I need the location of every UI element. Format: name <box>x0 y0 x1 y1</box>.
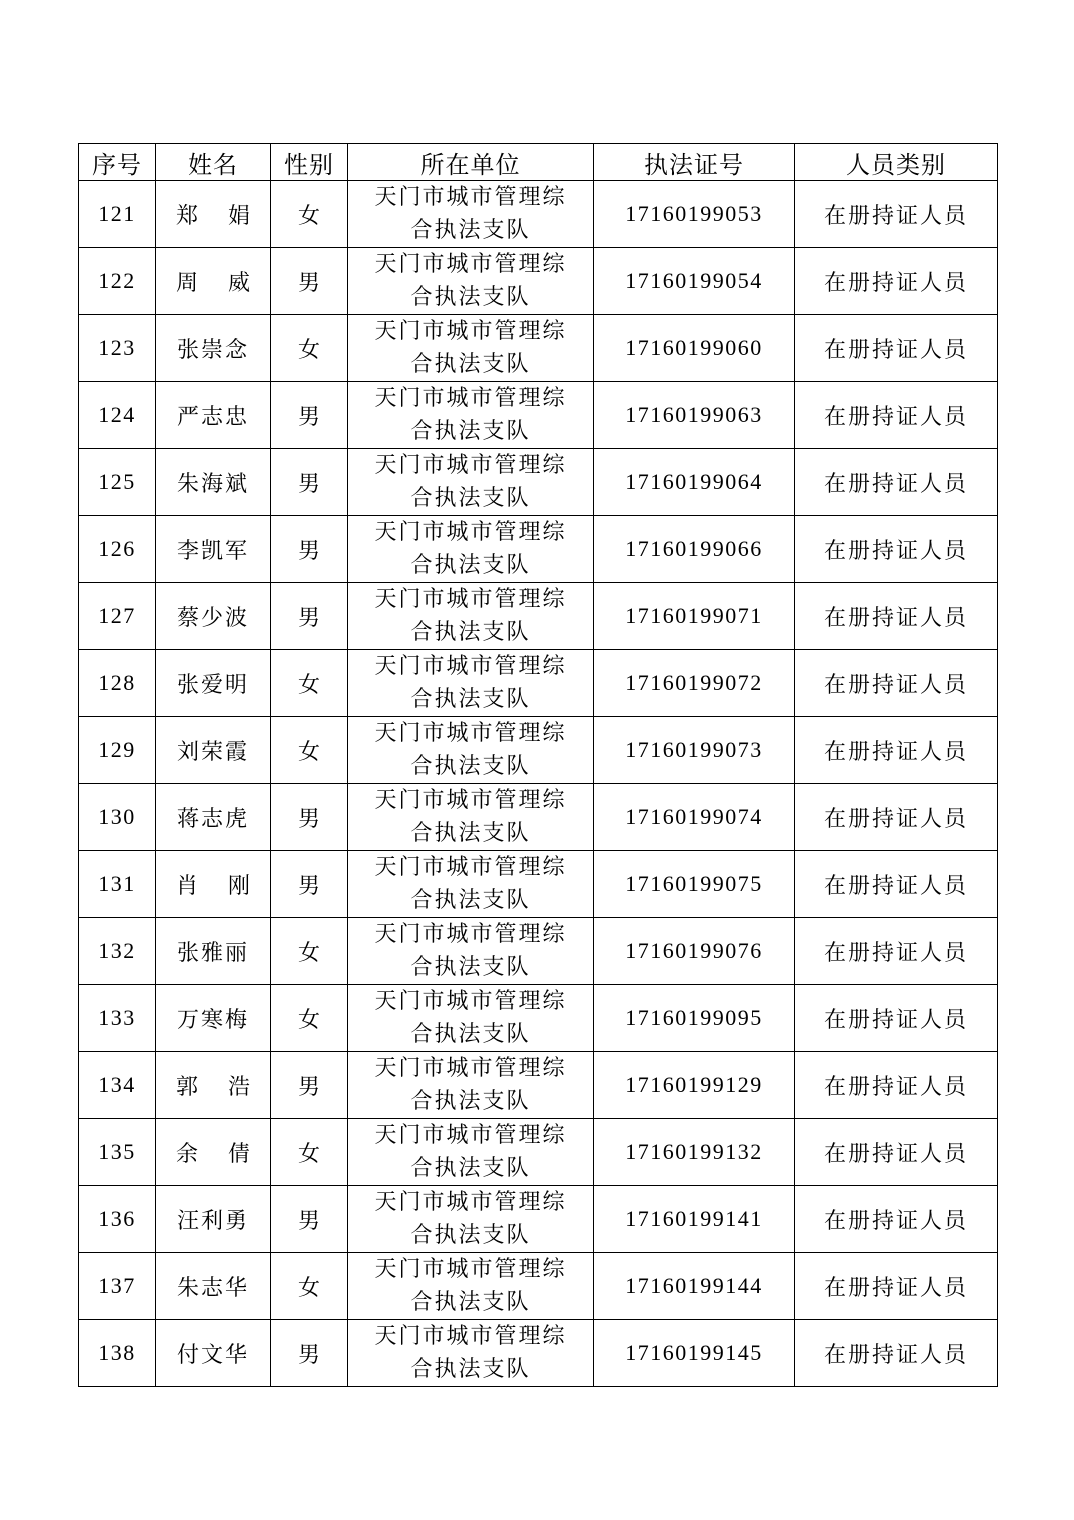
person-name: 刘荣霞 <box>176 739 249 765</box>
cell-certificate-number: 17160199144 <box>594 1253 795 1320</box>
cell-certificate-number: 17160199054 <box>594 248 795 315</box>
unit-line-1: 天门市城市管理综 <box>374 453 567 478</box>
unit-line-2: 合执法支队 <box>410 553 531 578</box>
cell-personnel-category: 在册持证人员 <box>795 516 998 583</box>
cell-certificate-number: 17160199141 <box>594 1186 795 1253</box>
cell-name <box>156 1119 271 1186</box>
person-name: 张雅丽 <box>176 940 249 966</box>
unit-line-1: 天门市城市管理综 <box>374 520 567 545</box>
unit-line-2: 合执法支队 <box>410 888 531 913</box>
table-row <box>79 449 998 516</box>
cell-gender: 男 <box>271 248 348 315</box>
unit-line-1: 天门市城市管理综 <box>374 386 567 411</box>
table-header <box>79 144 998 181</box>
cell-name <box>156 1052 271 1119</box>
header-unit: 所在单位 <box>348 144 594 181</box>
person-name: 余 倩 <box>176 1141 250 1167</box>
cell-certificate-number: 17160199064 <box>594 449 795 516</box>
cell-serial-number: 128 <box>79 650 156 717</box>
cell-certificate-number: 17160199060 <box>594 315 795 382</box>
cell-name <box>156 315 271 382</box>
cell-name <box>156 449 271 516</box>
cell-personnel-category: 在册持证人员 <box>795 315 998 382</box>
unit-line-2: 合执法支队 <box>410 419 531 444</box>
cell-unit <box>348 516 594 583</box>
person-name: 付文华 <box>176 1342 249 1368</box>
cell-personnel-category: 在册持证人员 <box>795 1253 998 1320</box>
cell-personnel-category: 在册持证人员 <box>795 650 998 717</box>
cell-name <box>156 583 271 650</box>
cell-gender: 女 <box>271 650 348 717</box>
cell-unit <box>348 248 594 315</box>
cell-certificate-number: 17160199063 <box>594 382 795 449</box>
unit-line-1: 天门市城市管理综 <box>374 1190 567 1215</box>
cell-name <box>156 1186 271 1253</box>
cell-personnel-category: 在册持证人员 <box>795 1052 998 1119</box>
cell-name <box>156 985 271 1052</box>
table-row <box>79 650 998 717</box>
personnel-table <box>78 143 998 1387</box>
cell-certificate-number: 17160199095 <box>594 985 795 1052</box>
unit-line-1: 天门市城市管理综 <box>374 855 567 880</box>
cell-unit <box>348 784 594 851</box>
cell-gender: 男 <box>271 449 348 516</box>
cell-personnel-category: 在册持证人员 <box>795 583 998 650</box>
unit-line-1: 天门市城市管理综 <box>374 252 567 277</box>
unit-line-2: 合执法支队 <box>410 1223 531 1248</box>
cell-name <box>156 382 271 449</box>
cell-serial-number: 124 <box>79 382 156 449</box>
table-row <box>79 315 998 382</box>
cell-certificate-number: 17160199076 <box>594 918 795 985</box>
cell-gender: 女 <box>271 1119 348 1186</box>
unit-line-2: 合执法支队 <box>410 1290 531 1315</box>
cell-unit <box>348 851 594 918</box>
person-name: 郑 娟 <box>176 203 250 229</box>
cell-name <box>156 516 271 583</box>
cell-serial-number: 137 <box>79 1253 156 1320</box>
cell-name <box>156 851 271 918</box>
cell-serial-number: 135 <box>79 1119 156 1186</box>
person-name: 朱志华 <box>176 1275 249 1301</box>
cell-serial-number: 130 <box>79 784 156 851</box>
person-name: 郭 浩 <box>176 1074 250 1100</box>
unit-line-2: 合执法支队 <box>410 1022 531 1047</box>
table-row <box>79 1253 998 1320</box>
table-row <box>79 784 998 851</box>
unit-line-2: 合执法支队 <box>410 1357 531 1382</box>
cell-gender: 男 <box>271 1052 348 1119</box>
table-row <box>79 181 998 248</box>
cell-gender: 女 <box>271 717 348 784</box>
cell-gender: 男 <box>271 1186 348 1253</box>
person-name: 万寒梅 <box>176 1007 249 1033</box>
header-row <box>79 144 998 181</box>
person-name: 蔡少波 <box>176 605 249 631</box>
cell-serial-number: 129 <box>79 717 156 784</box>
cell-unit <box>348 650 594 717</box>
cell-gender: 男 <box>271 784 348 851</box>
table-row <box>79 918 998 985</box>
cell-gender: 男 <box>271 851 348 918</box>
cell-name <box>156 1253 271 1320</box>
cell-name <box>156 784 271 851</box>
person-name: 张爱明 <box>176 672 249 698</box>
cell-certificate-number: 17160199066 <box>594 516 795 583</box>
cell-personnel-category: 在册持证人员 <box>795 1186 998 1253</box>
person-name: 张崇念 <box>176 337 249 363</box>
cell-serial-number: 122 <box>79 248 156 315</box>
cell-gender: 女 <box>271 315 348 382</box>
cell-personnel-category: 在册持证人员 <box>795 382 998 449</box>
cell-unit <box>348 985 594 1052</box>
table-row <box>79 717 998 784</box>
cell-personnel-category: 在册持证人员 <box>795 1119 998 1186</box>
cell-unit <box>348 382 594 449</box>
unit-line-2: 合执法支队 <box>410 687 531 712</box>
cell-name <box>156 650 271 717</box>
cell-certificate-number: 17160199075 <box>594 851 795 918</box>
person-name: 周 威 <box>176 270 250 296</box>
header-serial-number: 序号 <box>79 144 156 181</box>
person-name: 汪利勇 <box>176 1208 249 1234</box>
cell-certificate-number: 17160199071 <box>594 583 795 650</box>
header-certificate-number: 执法证号 <box>594 144 795 181</box>
unit-line-2: 合执法支队 <box>410 754 531 779</box>
cell-serial-number: 136 <box>79 1186 156 1253</box>
table-row <box>79 1186 998 1253</box>
unit-line-2: 合执法支队 <box>410 620 531 645</box>
cell-serial-number: 133 <box>79 985 156 1052</box>
header-name: 姓名 <box>156 144 271 181</box>
cell-serial-number: 131 <box>79 851 156 918</box>
unit-line-1: 天门市城市管理综 <box>374 319 567 344</box>
cell-name <box>156 717 271 784</box>
cell-certificate-number: 17160199072 <box>594 650 795 717</box>
cell-gender: 男 <box>271 516 348 583</box>
cell-personnel-category: 在册持证人员 <box>795 449 998 516</box>
table-body <box>79 181 998 1387</box>
cell-unit <box>348 918 594 985</box>
cell-serial-number: 127 <box>79 583 156 650</box>
cell-personnel-category: 在册持证人员 <box>795 717 998 784</box>
unit-line-1: 天门市城市管理综 <box>374 654 567 679</box>
unit-line-1: 天门市城市管理综 <box>374 989 567 1014</box>
table-row <box>79 382 998 449</box>
cell-personnel-category: 在册持证人员 <box>795 985 998 1052</box>
table-row <box>79 985 998 1052</box>
cell-personnel-category: 在册持证人员 <box>795 1320 998 1387</box>
cell-unit <box>348 181 594 248</box>
unit-line-1: 天门市城市管理综 <box>374 922 567 947</box>
cell-serial-number: 134 <box>79 1052 156 1119</box>
cell-unit <box>348 1253 594 1320</box>
cell-serial-number: 125 <box>79 449 156 516</box>
cell-certificate-number: 17160199145 <box>594 1320 795 1387</box>
cell-serial-number: 132 <box>79 918 156 985</box>
cell-certificate-number: 17160199053 <box>594 181 795 248</box>
cell-serial-number: 138 <box>79 1320 156 1387</box>
person-name: 蒋志虎 <box>176 806 249 832</box>
cell-gender: 男 <box>271 382 348 449</box>
header-personnel-category: 人员类别 <box>795 144 998 181</box>
cell-gender: 女 <box>271 918 348 985</box>
cell-serial-number: 126 <box>79 516 156 583</box>
cell-serial-number: 123 <box>79 315 156 382</box>
cell-certificate-number: 17160199073 <box>594 717 795 784</box>
table-row <box>79 1052 998 1119</box>
unit-line-2: 合执法支队 <box>410 486 531 511</box>
cell-certificate-number: 17160199132 <box>594 1119 795 1186</box>
unit-line-2: 合执法支队 <box>410 218 531 243</box>
unit-line-1: 天门市城市管理综 <box>374 587 567 612</box>
cell-name <box>156 918 271 985</box>
table-row <box>79 1320 998 1387</box>
unit-line-1: 天门市城市管理综 <box>374 788 567 813</box>
cell-personnel-category: 在册持证人员 <box>795 918 998 985</box>
cell-unit <box>348 717 594 784</box>
cell-unit <box>348 1186 594 1253</box>
cell-personnel-category: 在册持证人员 <box>795 248 998 315</box>
unit-line-2: 合执法支队 <box>410 352 531 377</box>
person-name: 李凯军 <box>176 538 249 564</box>
cell-unit <box>348 1052 594 1119</box>
unit-line-1: 天门市城市管理综 <box>374 1257 567 1282</box>
unit-line-1: 天门市城市管理综 <box>374 185 567 210</box>
cell-gender: 男 <box>271 1320 348 1387</box>
unit-line-2: 合执法支队 <box>410 955 531 980</box>
person-name: 肖 刚 <box>176 873 250 899</box>
unit-line-2: 合执法支队 <box>410 1156 531 1181</box>
table-row <box>79 248 998 315</box>
cell-personnel-category: 在册持证人员 <box>795 784 998 851</box>
unit-line-2: 合执法支队 <box>410 285 531 310</box>
cell-gender: 女 <box>271 1253 348 1320</box>
table-row <box>79 583 998 650</box>
cell-certificate-number: 17160199129 <box>594 1052 795 1119</box>
cell-name <box>156 1320 271 1387</box>
unit-line-2: 合执法支队 <box>410 821 531 846</box>
cell-personnel-category: 在册持证人员 <box>795 851 998 918</box>
cell-gender: 女 <box>271 181 348 248</box>
cell-serial-number: 121 <box>79 181 156 248</box>
cell-gender: 女 <box>271 985 348 1052</box>
person-name: 朱海斌 <box>176 471 249 497</box>
unit-line-2: 合执法支队 <box>410 1089 531 1114</box>
cell-name <box>156 181 271 248</box>
header-gender: 性别 <box>271 144 348 181</box>
cell-unit <box>348 1119 594 1186</box>
unit-line-1: 天门市城市管理综 <box>374 721 567 746</box>
cell-personnel-category: 在册持证人员 <box>795 181 998 248</box>
cell-unit <box>348 1320 594 1387</box>
table-row <box>79 516 998 583</box>
unit-line-1: 天门市城市管理综 <box>374 1056 567 1081</box>
cell-unit <box>348 583 594 650</box>
cell-gender: 男 <box>271 583 348 650</box>
cell-unit <box>348 315 594 382</box>
table-row <box>79 851 998 918</box>
person-name: 严志忠 <box>176 404 249 430</box>
cell-unit <box>348 449 594 516</box>
cell-name <box>156 248 271 315</box>
cell-certificate-number: 17160199074 <box>594 784 795 851</box>
unit-line-1: 天门市城市管理综 <box>374 1123 567 1148</box>
table-row <box>79 1119 998 1186</box>
unit-line-1: 天门市城市管理综 <box>374 1324 567 1349</box>
